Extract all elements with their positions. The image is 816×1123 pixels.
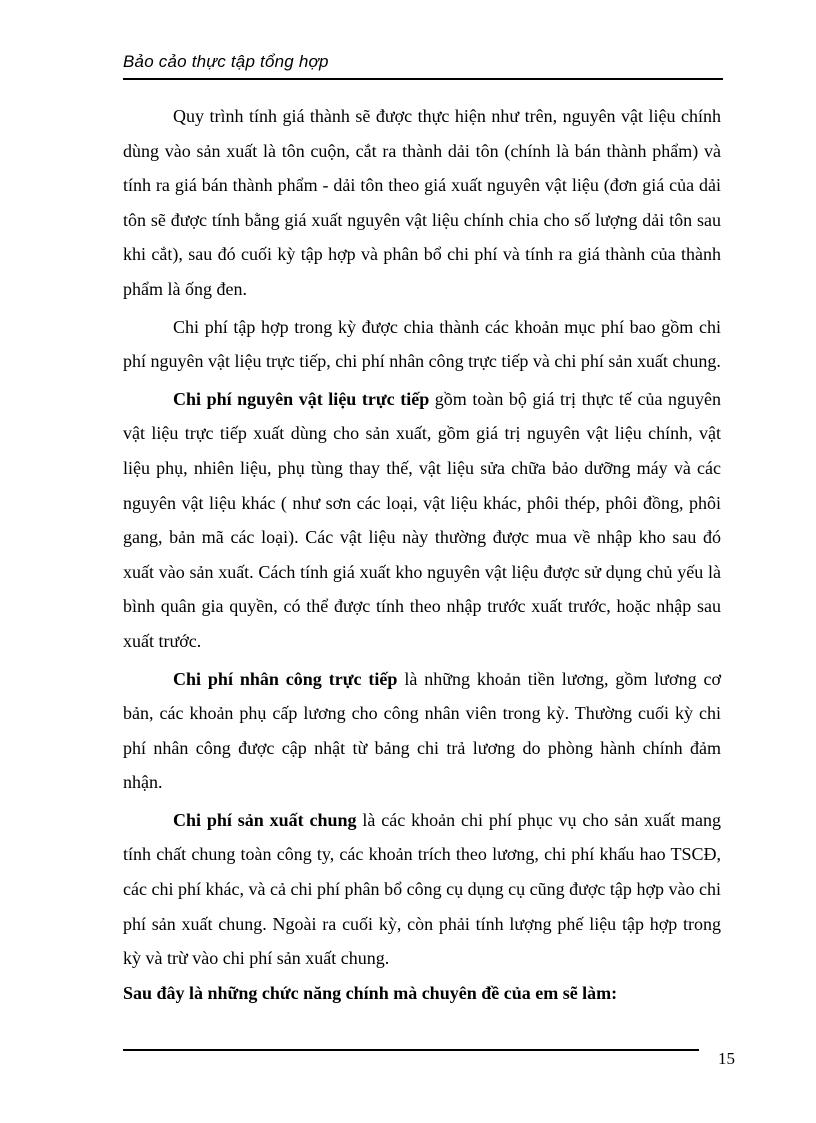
paragraph-text: gồm toàn bộ giá trị thực tế của nguyên vật liệu trực tiếp xuất dùng cho sản xuất, gồm giá trị nguyên vật liệu chính, vật liệu phụ, nhiên liệu, phụ tùng thay thế, vật liệu sửa chữa bảo dưỡng máy và các nguyên vật liệu khác ( như sơn các loại, vật liệu khác, phôi thép, phôi đồng, phôi gang, bản mã các loại). Các vật liệu này thường được mua về nhập kho sau đó xuất vào sản xuất. Cách tính giá xuất kho nguyên vật liệu được sử dụng chủ yếu là bình quân gia quyền, có thể được tính theo nhập trước xuất trước, hoặc nhập sau xuất trước. xyxy=(123,388,721,651)
paragraph-text: Chi phí tập hợp trong kỳ được chia thành các khoản mục phí bao gồm chi phí nguyên vật liệu trực tiếp, chi phí nhân công trực tiếp và chi phí sản xuất chung. xyxy=(123,316,721,372)
paragraph-text: là những khoản tiền lương, gồm lương cơ bản, các khoản phụ cấp lương cho công nhân viên trong kỳ. Thường cuối kỳ chi phí nhân công được cập nhật từ bảng chi trả lương do phòng hành chính đảm nhận. xyxy=(123,668,721,793)
term-overhead: Chi phí sản xuất chung xyxy=(173,809,357,830)
paragraph-overhead xyxy=(123,803,721,976)
term-direct-labor: Chi phí nhân công trực tiếp xyxy=(173,668,398,689)
report-title: Bảo cảo thực tập tổng hợp xyxy=(123,52,329,71)
paragraph-direct-labor xyxy=(123,662,721,800)
paragraph-process xyxy=(123,99,721,307)
document-body xyxy=(123,99,721,1010)
page-header xyxy=(123,50,723,80)
paragraph-cost-categories xyxy=(123,310,721,379)
term-direct-materials: Chi phí nguyên vật liệu trực tiếp xyxy=(173,388,430,409)
paragraph-direct-materials xyxy=(123,382,721,659)
closing-text: Sau đây là những chức năng chính mà chuyên đề của em sẽ làm: xyxy=(123,982,618,1003)
footer-rule xyxy=(123,1049,699,1051)
page-number: 15 xyxy=(718,1049,735,1068)
paragraph-text: Quy trình tính giá thành sẽ được thực hiện như trên, nguyên vật liệu chính dùng vào sản xuất là tôn cuộn, cắt ra thành dải tôn (chính là bán thành phẩm) và tính ra giá bán thành phẩm - dải tôn theo giá xuất nguyên vật liệu (đơn giá của dải tôn sẽ được tính bằng giá xuất nguyên vật liệu chính chia cho số lượng dải tôn sau khi cắt), sau đó cuối kỳ tập hợp và phân bổ chi phí và tính ra giá thành của thành phẩm là ống đen. xyxy=(123,106,721,299)
paragraph-text: là các khoản chi phí phục vụ cho sản xuất mang tính chất chung toàn công ty, các khoản trích theo lương, chi phí khấu hao TSCĐ, các chi phí khác, và cả chi phí phân bổ công cụ dụng cụ cũng được tập hợp vào chi phí sản xuất chung. Ngoài ra cuối kỳ, còn phải tính lượng phế liệu tập hợp trong kỳ và trừ vào chi phí sản xuất chung. xyxy=(123,809,721,969)
closing-heading xyxy=(123,976,721,1011)
